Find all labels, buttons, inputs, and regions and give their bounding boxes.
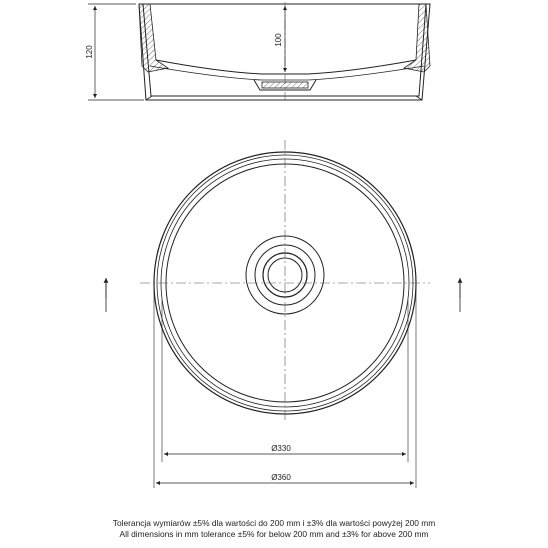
height-total-label: 120 <box>85 45 94 59</box>
inner-bottom-2 <box>150 66 424 80</box>
notes-block <box>0 518 548 540</box>
inner-bottom <box>156 60 416 74</box>
side-view <box>139 4 430 100</box>
height-total-dimension <box>88 4 144 100</box>
diameter-outer-label: Ø360 <box>271 473 291 482</box>
tolerance-note-polish: Tolerancja wymiarów ±5% dla wartości do 200 mm i ±3% dla wartości powyżej 200 mm <box>112 518 436 528</box>
height-inner-label: 100 <box>274 33 283 47</box>
diameter-inner-label: Ø330 <box>271 444 291 453</box>
tolerance-note-english: All dimensions in mm tolerance ±5% for below 200 mm and ±3% for above 200 mm <box>119 529 429 539</box>
